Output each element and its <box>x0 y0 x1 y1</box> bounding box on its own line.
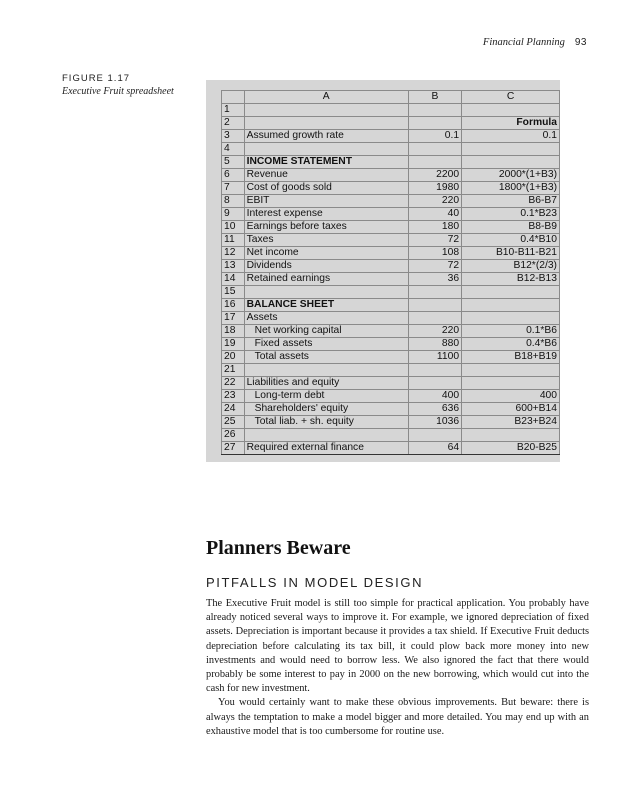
cell-b: 636 <box>408 403 461 416</box>
cell-b: 64 <box>408 442 461 455</box>
row-number: 22 <box>222 377 245 390</box>
cell-c <box>462 299 560 312</box>
row-number: 24 <box>222 403 245 416</box>
cell-a <box>244 429 408 442</box>
cell-c: 0.1*B23 <box>462 208 560 221</box>
table-row <box>222 338 560 351</box>
row-number: 11 <box>222 234 245 247</box>
figure-caption: Executive Fruit spreadsheet <box>62 86 174 97</box>
row-number: 13 <box>222 260 245 273</box>
body-text <box>206 597 589 739</box>
row-number: 2 <box>222 117 245 130</box>
cell-b: 880 <box>408 338 461 351</box>
cell-b: 0.1 <box>408 130 461 143</box>
cell-b <box>408 377 461 390</box>
table-row <box>222 442 560 455</box>
paragraph-1: The Executive Fruit model is still too simple for practical application. You probably have already noticed several ways to improve it. For example, we ignored depreciation of fixed assets. Depreciation is important because it provides a tax shield. If Executive Fruit deducts depreciation before calculating its tax bill, it could plow back more money into new investments and would need to borrow less. We also ignored the fact that there would probably be some interest to pay in 2000 on the new borrowing, which would cut into the cash for new investment. <box>206 598 589 695</box>
cell-c <box>462 312 560 325</box>
cell-c: B8-B9 <box>462 221 560 234</box>
table-row <box>222 286 560 299</box>
row-number: 20 <box>222 351 245 364</box>
cell-c: B23+B24 <box>462 416 560 429</box>
cell-b <box>408 143 461 156</box>
cell-c: Formula <box>462 117 560 130</box>
cell-c: 0.4*B10 <box>462 234 560 247</box>
table-row <box>222 169 560 182</box>
cell-a <box>244 364 408 377</box>
table-row <box>222 416 560 429</box>
table-row <box>222 390 560 403</box>
column-header-a: A <box>244 91 408 104</box>
cell-c: B20-B25 <box>462 442 560 455</box>
cell-b: 1036 <box>408 416 461 429</box>
cell-b: 72 <box>408 260 461 273</box>
row-number: 17 <box>222 312 245 325</box>
row-number: 25 <box>222 416 245 429</box>
table-row <box>222 182 560 195</box>
cell-a: Required external finance <box>244 442 408 455</box>
table-row <box>222 377 560 390</box>
running-head <box>483 37 587 48</box>
table-row <box>222 130 560 143</box>
cell-c: 0.4*B6 <box>462 338 560 351</box>
table-row <box>222 312 560 325</box>
row-number: 12 <box>222 247 245 260</box>
cell-c: B18+B19 <box>462 351 560 364</box>
cell-c: 600+B14 <box>462 403 560 416</box>
row-number: 26 <box>222 429 245 442</box>
row-number: 6 <box>222 169 245 182</box>
cell-a: Dividends <box>244 260 408 273</box>
cell-a: Shareholders' equity <box>244 403 408 416</box>
cell-a: Total liab. + sh. equity <box>244 416 408 429</box>
cell-c: 1800*(1+B3) <box>462 182 560 195</box>
cell-a: Assumed growth rate <box>244 130 408 143</box>
table-row <box>222 234 560 247</box>
cell-b: 400 <box>408 390 461 403</box>
row-number: 16 <box>222 299 245 312</box>
table-row <box>222 117 560 130</box>
cell-a: BALANCE SHEET <box>244 299 408 312</box>
section-title: Planners Beware <box>206 537 351 559</box>
cell-c: 2000*(1+B3) <box>462 169 560 182</box>
cell-b <box>408 286 461 299</box>
spreadsheet-table <box>221 90 560 455</box>
cell-c <box>462 143 560 156</box>
cell-b: 180 <box>408 221 461 234</box>
column-header-row <box>222 91 560 104</box>
column-header-b: B <box>408 91 461 104</box>
table-row <box>222 143 560 156</box>
row-number: 9 <box>222 208 245 221</box>
row-number: 18 <box>222 325 245 338</box>
cell-c: B12-B13 <box>462 273 560 286</box>
cell-a <box>244 143 408 156</box>
cell-a <box>244 286 408 299</box>
table-row <box>222 403 560 416</box>
cell-a: Revenue <box>244 169 408 182</box>
cell-b: 36 <box>408 273 461 286</box>
cell-a: Retained earnings <box>244 273 408 286</box>
table-row <box>222 299 560 312</box>
cell-b: 40 <box>408 208 461 221</box>
cell-c: B10-B11-B21 <box>462 247 560 260</box>
table-row <box>222 104 560 117</box>
cell-b: 1100 <box>408 351 461 364</box>
table-row <box>222 247 560 260</box>
cell-a: Net income <box>244 247 408 260</box>
row-number: 23 <box>222 390 245 403</box>
cell-a: Long-term debt <box>244 390 408 403</box>
cell-a: Earnings before taxes <box>244 221 408 234</box>
spreadsheet-figure <box>206 80 560 462</box>
cell-c: 400 <box>462 390 560 403</box>
cell-b <box>408 312 461 325</box>
cell-c: B6-B7 <box>462 195 560 208</box>
cell-b: 220 <box>408 195 461 208</box>
section-subtitle: PITFALLS IN MODEL DESIGN <box>206 575 424 590</box>
cell-c <box>462 104 560 117</box>
cell-a <box>244 117 408 130</box>
cell-a: Liabilities and equity <box>244 377 408 390</box>
table-row <box>222 364 560 377</box>
cell-a: Fixed assets <box>244 338 408 351</box>
table-row <box>222 260 560 273</box>
cell-b <box>408 156 461 169</box>
cell-a <box>244 104 408 117</box>
row-number: 1 <box>222 104 245 117</box>
cell-a: Interest expense <box>244 208 408 221</box>
cell-c: B12*(2/3) <box>462 260 560 273</box>
table-row <box>222 208 560 221</box>
cell-a: Assets <box>244 312 408 325</box>
cell-a: INCOME STATEMENT <box>244 156 408 169</box>
table-row <box>222 195 560 208</box>
cell-b <box>408 299 461 312</box>
cell-b: 72 <box>408 234 461 247</box>
cell-b: 220 <box>408 325 461 338</box>
row-number: 21 <box>222 364 245 377</box>
table-row <box>222 156 560 169</box>
cell-c <box>462 286 560 299</box>
cell-b: 1980 <box>408 182 461 195</box>
cell-c <box>462 156 560 169</box>
table-row <box>222 429 560 442</box>
row-number: 14 <box>222 273 245 286</box>
row-number: 10 <box>222 221 245 234</box>
table-row <box>222 351 560 364</box>
cell-c: 0.1*B6 <box>462 325 560 338</box>
cell-a: Total assets <box>244 351 408 364</box>
cell-c: 0.1 <box>462 130 560 143</box>
cell-b <box>408 364 461 377</box>
cell-c <box>462 429 560 442</box>
row-number: 4 <box>222 143 245 156</box>
cell-a: Net working capital <box>244 325 408 338</box>
row-number: 27 <box>222 442 245 455</box>
cell-c <box>462 364 560 377</box>
corner-cell <box>222 91 245 104</box>
row-number: 8 <box>222 195 245 208</box>
cell-b <box>408 104 461 117</box>
cell-a: EBIT <box>244 195 408 208</box>
row-number: 15 <box>222 286 245 299</box>
paragraph-2: You would certainly want to make these obvious improvements. But beware: there is always the temptation to make a model bigger and more detailed. You may end up with an exhaustive model that is too cumbersome for routine use. <box>206 697 589 737</box>
column-header-c: C <box>462 91 560 104</box>
figure-label: FIGURE 1.17 <box>62 73 131 84</box>
cell-b: 108 <box>408 247 461 260</box>
cell-a: Cost of goods sold <box>244 182 408 195</box>
row-number: 7 <box>222 182 245 195</box>
table-row <box>222 325 560 338</box>
table-row <box>222 221 560 234</box>
row-number: 3 <box>222 130 245 143</box>
cell-b <box>408 429 461 442</box>
cell-b: 2200 <box>408 169 461 182</box>
row-number: 5 <box>222 156 245 169</box>
row-number: 19 <box>222 338 245 351</box>
page-number: 93 <box>574 37 587 48</box>
cell-a: Taxes <box>244 234 408 247</box>
running-head-title: Financial Planning <box>482 37 565 48</box>
cell-c <box>462 377 560 390</box>
cell-b <box>408 117 461 130</box>
table-row <box>222 273 560 286</box>
